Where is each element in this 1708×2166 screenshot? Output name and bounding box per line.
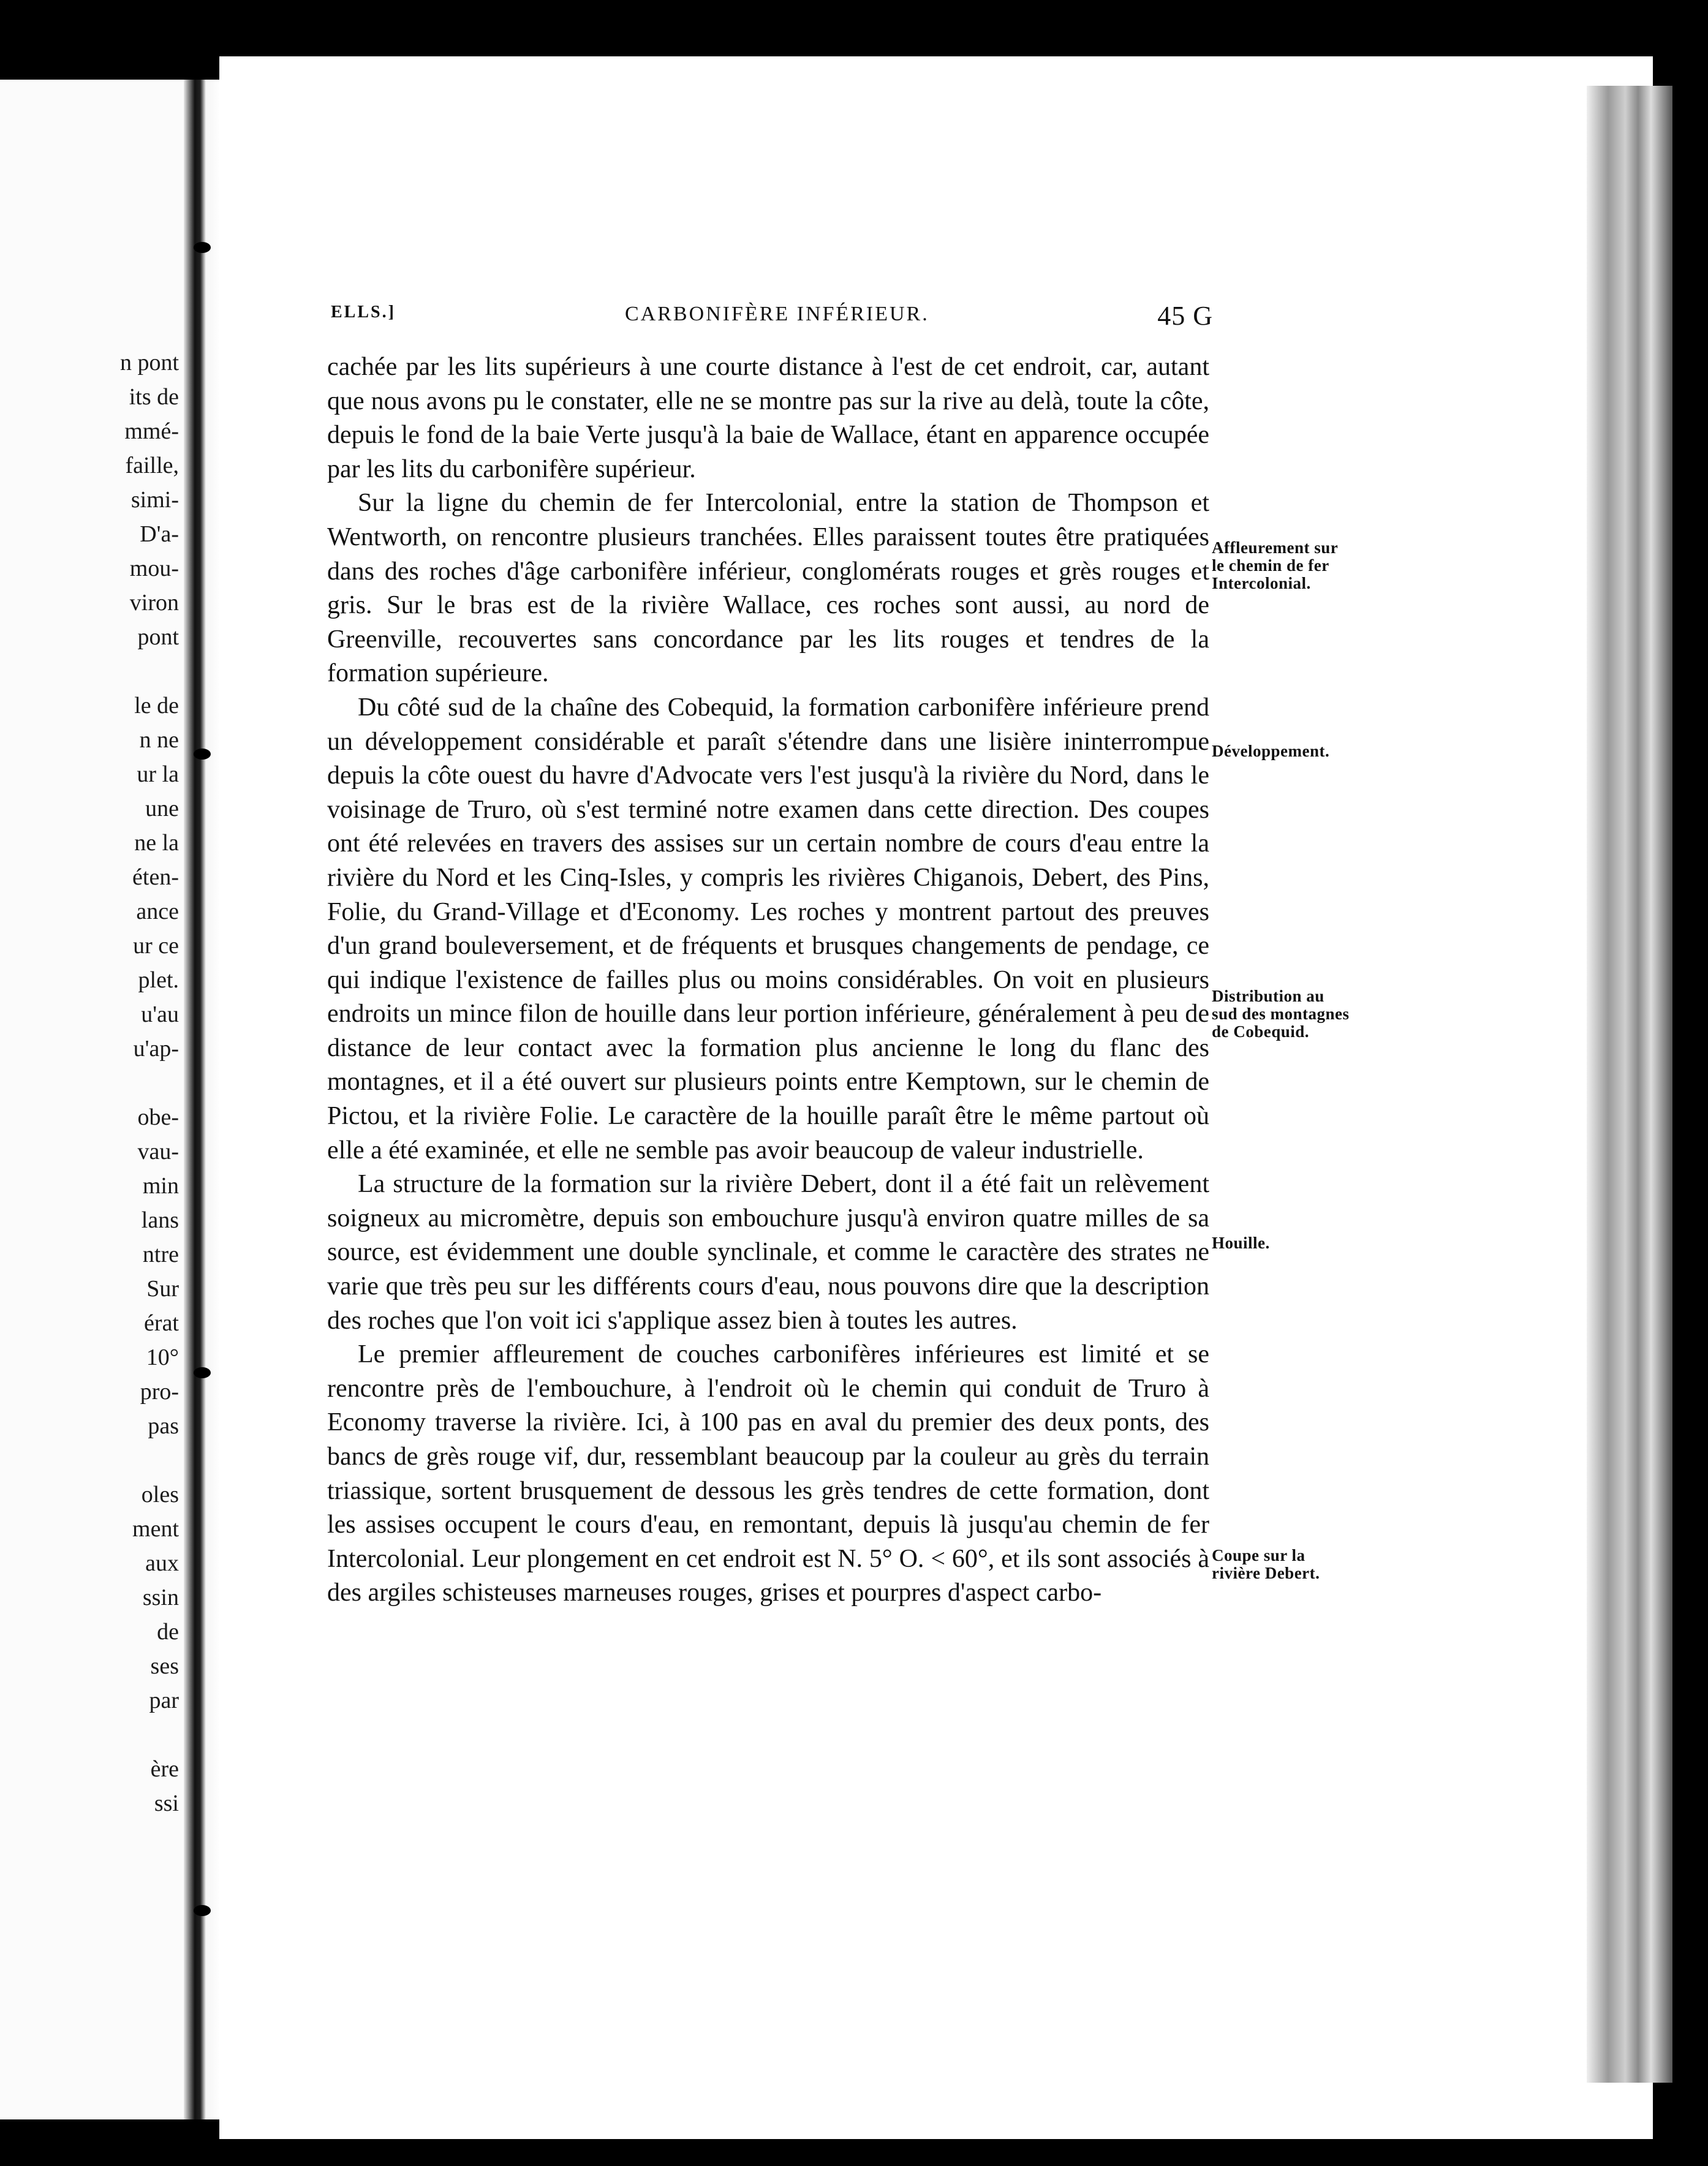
left-page-line: 10°	[146, 1345, 179, 1370]
left-page-line: obe-	[137, 1104, 179, 1130]
left-page-line: ssin	[142, 1585, 179, 1610]
left-page-line: viron	[129, 590, 179, 616]
left-page-line: par	[149, 1688, 179, 1713]
left-page-line: ne la	[134, 830, 179, 856]
left-page-line: aux	[145, 1550, 179, 1576]
margin-note: Affleurement sur le chemin de fer Intercolonial.	[1212, 538, 1338, 592]
left-page-line: u'au	[141, 1002, 179, 1027]
left-page-line: Sur	[146, 1276, 179, 1302]
left-page-line: ère	[150, 1756, 179, 1782]
paragraph: Le premier affleurement de couches carbonifères inférieures est limité et se rencontre près de l'embouchure, à l'endroit où le chemin qui conduit de Truro à Economy traverse la rivière. Ici, à 100 pas en aval du premier des deux ponts, des bancs de grès rouge vif, dur, ressemblant beaucoup par la couleur au grès du terrain triassique, sortent brusquement de dessous les grès tendres de cette formation, dont les assises occupent le cours d'eau, en remontant, depuis là jusqu'au chemin de fer Intercolonial. Leur plongement en cet endroit est N. 5° O. < 60°, et ils sont associés à des argiles schisteuses marneuses rouges, grises et pourpres d'aspect carbo-	[327, 1340, 1209, 1607]
section-title: CARBONIFÈRE INFÉRIEUR.	[625, 303, 929, 325]
left-page-line: mou-	[129, 556, 179, 581]
left-page-line: faille,	[125, 453, 179, 478]
binding-stitch	[194, 1367, 211, 1378]
left-page-line: le de	[134, 693, 179, 719]
paragraph: La structure de la formation sur la rivière Debert, dont il a été fait un relèvement soigneux au micromètre, depuis son embouchure jusqu'à environ quatre milles de sa source, est évidemment une double synclinale, et comme le caractère des strates ne varie que très peu sur les différents cours d'eau, nous pouvons dire que la description des roches que l'on voit ici s'applique assez bien à toutes les autres.	[327, 1170, 1209, 1335]
binding-stitch	[194, 749, 211, 760]
binding-stitch	[194, 1905, 211, 1916]
scan-top-border	[219, 0, 1708, 55]
running-head	[331, 303, 1213, 333]
left-page-line: ur ce	[133, 933, 179, 959]
left-page-line: mmé-	[124, 418, 179, 444]
left-page-line: ance	[136, 899, 179, 924]
left-page-line: its de	[129, 384, 179, 410]
left-page-line: érat	[144, 1310, 179, 1336]
left-page-line: n ne	[139, 727, 179, 753]
left-page-line: u'ap-	[133, 1036, 179, 1062]
margin-note: Distribution au sud des montagnes de Cobequid.	[1212, 987, 1350, 1041]
left-page-line: n pont	[119, 350, 179, 375]
page-number: 45 G	[1157, 301, 1213, 331]
left-page-line: ment	[132, 1516, 179, 1542]
margin-note: Développement.	[1212, 742, 1330, 760]
left-page-line: simi-	[130, 487, 179, 513]
binding-stitch	[194, 242, 211, 253]
left-page-line: min	[142, 1173, 179, 1199]
left-page-line: ses	[150, 1653, 179, 1679]
left-page-line: plet.	[138, 967, 179, 993]
left-page-line: ssi	[154, 1791, 179, 1816]
left-page-line: éten-	[132, 864, 179, 890]
author-label: ELLS.]	[331, 303, 396, 322]
paragraph: Sur la ligne du chemin de fer Intercolonial, entre la station de Thompson et Wentworth, on rencontre plusieurs tranchées. Elles paraissent toutes être pratiquées dans des roches d'âge carbonifère inférieur, conglomérats rouges et grès rouges et gris. Sur le bras est de la rivière Wallace, ces roches sont aussi, au nord de Greenville, recouvertes sans concordance par les lits rouges et tendres de la formation supérieure.	[327, 489, 1209, 688]
margin-note: Houille.	[1212, 1234, 1270, 1252]
paragraph: Du côté sud de la chaîne des Cobequid, la formation carbonifère inférieure prend un développement considérable et paraît s'étendre dans une lisière ininterrompue depuis la côte ouest du havre d'Advocate vers l'est jusqu'à la rivière du Nord, dans le voisinage de Truro, où s'est terminé notre examen dans cette direction. Des coupes ont été relevées en travers des assises sur un certain nombre de cours d'eau entre la rivière du Nord et les Cinq-Isles, y compris les rivières Chiganois, Debert, des Pins, Folie, du Grand-Village et d'Economy. Les roches y montrent partout des preuves d'un grand bouleversement, et de fréquents et brusques changements de pendage, ce qui indique l'existence de failles plus ou moins considérables. On voit en plusieurs endroits un mince filon de houille dans leur portion inférieure, généralement à peu de distance de leur contact avec la formation plus ancienne le long du flanc des montagnes, et il a été ouvert sur plusieurs points entre Kemptown, sur le chemin de Pictou, et la rivière Folie. Le caractère de la houille paraît être le même partout où elle a été examinée, et elle ne semble pas avoir beaucoup de valeur industrielle.	[327, 693, 1209, 1164]
left-page-line: pont	[137, 624, 179, 650]
left-page-line: D'a-	[140, 521, 179, 547]
paragraph: cachée par les lits supérieurs à une courte distance à l'est de cet endroit, car, autant que nous avons pu le constater, elle ne se montre pas sur la rive au delà, toute la côte, depuis le fond de la baie Verte jusqu'à la baie de Wallace, étant en apparence occupée par les lits du carbonifère supérieur.	[327, 353, 1209, 483]
left-page-line: lans	[141, 1207, 179, 1233]
left-page-line: pro-	[140, 1379, 179, 1405]
left-page-line: de	[157, 1619, 179, 1645]
left-page-line: ur la	[137, 761, 179, 787]
left-page-line: pas	[148, 1413, 179, 1439]
page-stack-edge	[1587, 86, 1672, 2083]
left-page-line: vau-	[137, 1139, 179, 1164]
left-page-line: oles	[141, 1482, 179, 1508]
book-binding-gutter	[184, 80, 221, 2119]
left-page-line: ntre	[142, 1242, 179, 1267]
left-page-line: une	[145, 796, 179, 821]
body-text	[327, 350, 1209, 1610]
left-facing-page	[0, 80, 184, 2119]
margin-note: Coupe sur la rivière Debert.	[1212, 1546, 1320, 1582]
